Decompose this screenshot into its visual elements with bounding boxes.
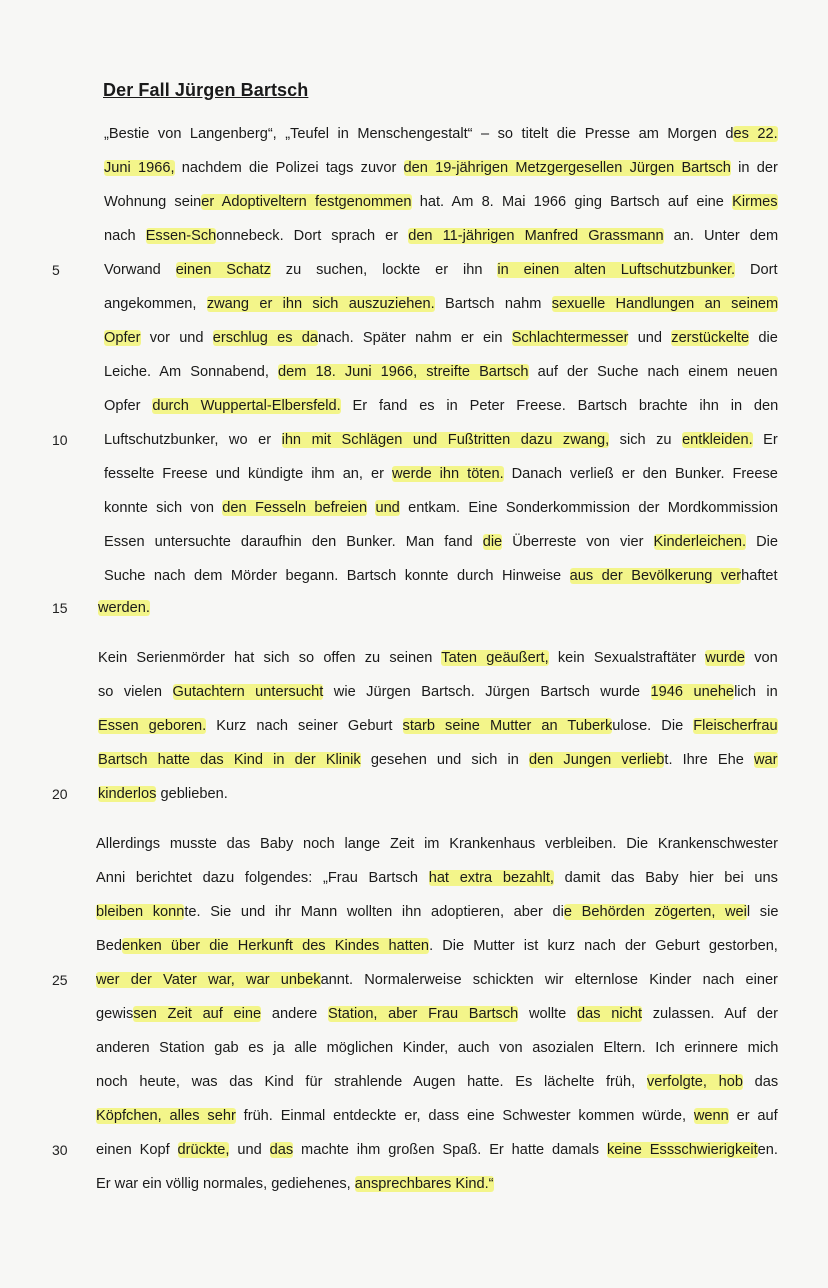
highlight: zerstückelte [671,330,750,346]
highlight: Fleischerfrau [693,718,778,734]
highlight: Essen-Sch [145,228,217,244]
highlight: Juni 1966, [104,160,175,176]
highlight: er Adoptiveltern festgenommen [201,194,412,210]
text-line: noch heute, was das Kind für strahlende Augen hatte. Es lächelte früh, verfolgte, hob das [96,1074,779,1090]
highlight: Schlachtermesser [511,330,629,346]
highlight: das [269,1142,294,1158]
text-line: Anni berichtet dazu folgendes: „Frau Bartsch hat extra bezahlt, damit das Baby hier bei uns [96,870,778,886]
highlight: den 11-jährigen Manfred Grassmann [408,228,664,244]
document-title: Der Fall Jürgen Bartsch [103,80,309,100]
text-line: Vorwand einen Schatz zu suchen, lockte er ihn in einen alten Luftschutzbunker. Dort [104,262,778,278]
text-line: nach Essen-Schonnebeck. Dort sprach er den 11-jährigen Manfred Grassmann an. Unter dem [104,228,779,244]
text-line: gewissen Zeit auf eine andere Station, aber Frau Bartsch wollte das nicht zulassen. Auf der [96,1006,778,1022]
highlight: Kirmes [732,194,778,210]
highlight: Gutachtern untersucht [172,684,324,700]
highlight: verfolgte, hob [646,1074,743,1090]
highlight: Taten geäußert, [441,650,549,666]
highlight: Bartsch hatte das Kind in der Klinik [98,752,361,768]
text-line: Allerdings musste das Baby noch lange Zeit im Krankenhaus verbleiben. Die Krankenschwester [96,836,778,852]
highlight: hat extra bezahlt, [428,870,554,886]
line-number: 15 [52,600,68,616]
text-line: Er war ein völlig normales, gediehenes, ansprechbares Kind.“ [96,1176,494,1192]
highlight: in einen alten Luftschutzbunker. [497,262,736,278]
highlight: ihn mit Schlägen und Fußtritten dazu zwang, [281,432,610,448]
text-line: Opfer durch Wuppertal-Elbersfeld. Er fand es in Peter Freese. Bartsch brachte ihn in den [104,398,779,414]
highlight: starb seine Mutter an Tuberk [402,718,613,734]
text-line: Luftschutzbunker, wo er ihn mit Schlägen und Fußtritten dazu zwang, sich zu entkleiden. Er [104,432,778,448]
text-line: „Bestie von Langenberg“, „Teufel in Menschengestalt“ – so titelt die Presse am Morgen des 22. [104,126,778,142]
highlight: Köpfchen, alles sehr [96,1108,236,1124]
highlight: ansprechbares Kind.“ [354,1176,494,1192]
highlight: es 22. [733,126,778,142]
text-line: bleiben konnte. Sie und ihr Mann wollten ihn adoptieren, aber die Behörden zögerten, weil sie [96,904,779,920]
highlight: entkleiden. [682,432,753,448]
highlight: sen Zeit auf eine [133,1006,262,1022]
highlight: Kinderleichen. [653,534,747,550]
highlight: sexuelle Handlungen an seinem [551,296,779,312]
highlight: Station, aber Frau Bartsch [328,1006,519,1022]
text-line: Juni 1966, nachdem die Polizei tags zuvor den 19-jährigen Metzgergesellen Jürgen Bartsch in der [104,160,778,176]
highlight: durch Wuppertal-Elbersfeld. [152,398,341,414]
line-number: 10 [52,432,68,448]
highlight: den Jungen verlieb [528,752,665,768]
line-number: 5 [52,262,60,278]
highlight: Opfer [104,330,141,346]
text-line: angekommen, zwang er ihn sich auszuziehen. Bartsch nahm sexuelle Handlungen an seinem [104,296,779,312]
text-line: Opfer vor und erschlug es danach. Später nahm er ein Schlachtermesser und zerstückelte die [104,330,778,346]
text-line: anderen Station gab es ja alle möglichen Kinder, auch von asozialen Eltern. Ich erinnere mich [96,1040,779,1056]
text-line: Bedenken über die Herkunft des Kindes hatten. Die Mutter ist kurz nach der Geburt gestorben, [96,938,778,954]
text-line: so vielen Gutachtern untersucht wie Jürgen Bartsch. Jürgen Bartsch wurde 1946 unehelich in [98,684,778,700]
highlight: enken über die Herkunft des Kindes hatten [121,938,430,954]
line-number: 30 [52,1142,68,1158]
highlight: wer der Vater war, war unbek [96,972,321,988]
highlight: werden. [98,600,150,616]
text-line: Essen untersuchte daraufhin den Bunker. Man fand die Überreste von vier Kinderleichen. Die [104,534,778,550]
highlight: wurde [705,650,746,666]
line-number: 20 [52,786,68,802]
text-line: Kein Serienmörder hat sich so offen zu seinen Taten geäußert, kein Sexualstraftäter wurde von [98,650,778,666]
line-number: 25 [52,972,68,988]
highlight: zwang er ihn sich auszuziehen. [206,296,435,312]
highlight: keine Essschwierigkeit [607,1142,758,1158]
highlight: e Behörden zögerten, wei [563,904,747,920]
highlight: das nicht [577,1006,643,1022]
highlight: werde ihn töten. [391,466,504,482]
text-line: Suche nach dem Mörder begann. Bartsch konnte durch Hinweise aus der Bevölkerung verhaftet [104,568,778,584]
text-line: kinderlos geblieben. [98,786,228,802]
highlight: bleiben konn [96,904,185,920]
text-line: Wohnung seiner Adoptiveltern festgenommen hat. Am 8. Mai 1966 ging Bartsch auf eine Kirmes [104,194,778,210]
highlight: war [753,752,778,768]
highlight: drückte, [177,1142,230,1158]
highlight: und [375,500,400,516]
text-line: Leiche. Am Sonnabend, dem 18. Juni 1966, streifte Bartsch auf der Suche nach einem neuen [104,364,778,380]
text-line: konnte sich von den Fesseln befreien und entkam. Eine Sonderkommission der Mordkommission [104,500,779,516]
text-line: Bartsch hatte das Kind in der Klinik gesehen und sich in den Jungen verliebt. Ihre Ehe war [98,752,778,768]
text-line: wer der Vater war, war unbekannt. Normalerweise schickten wir elternlose Kinder nach einer [96,972,778,988]
text-line: fesselte Freese und kündigte ihm an, er werde ihn töten. Danach verließ er den Bunker. Freese [104,466,778,482]
highlight: dem 18. Juni 1966, streifte Bartsch [278,364,529,380]
text-line: einen Kopf drückte, und das machte ihm großen Spaß. Er hatte damals keine Essschwierigkeiten. [96,1142,778,1158]
highlight: kinderlos [98,786,157,802]
text-line [98,598,150,618]
highlight: aus der Bevölkerung ver [569,568,742,584]
highlight: die [482,534,503,550]
highlight: 1946 unehe [650,684,735,700]
text-line: Köpfchen, alles sehr früh. Einmal entdeckte er, dass eine Schwester kommen würde, wenn er auf [96,1108,778,1124]
highlight: den Fesseln befreien [222,500,368,516]
highlight: den 19-jährigen Metzgergesellen Jürgen Bartsch [403,160,731,176]
text-line: Essen geboren. Kurz nach seiner Geburt starb seine Mutter an Tuberkulose. Die Fleischerfrau [98,718,778,734]
highlight: wenn [693,1108,729,1124]
highlight: einen Schatz [175,262,271,278]
highlight: erschlug es da [212,330,318,346]
highlight: Essen geboren. [98,718,207,734]
